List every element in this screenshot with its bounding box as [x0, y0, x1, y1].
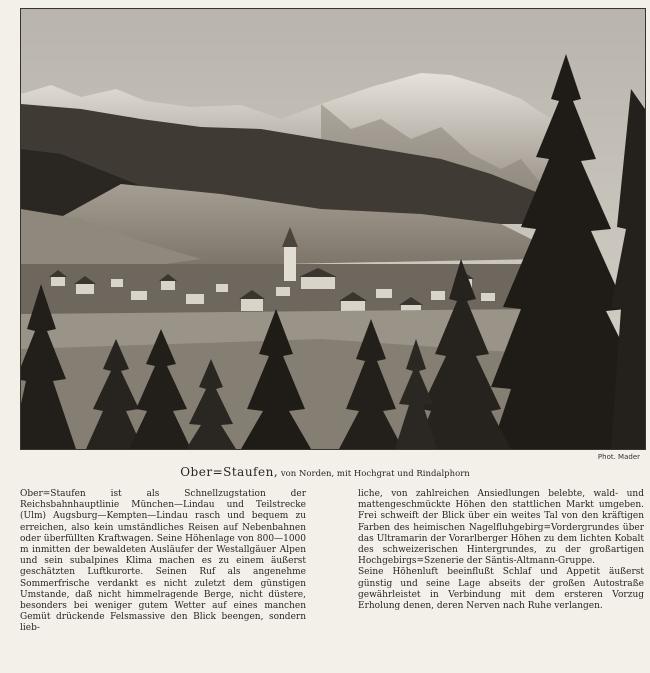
photo-scene	[21, 9, 645, 449]
village-photograph	[20, 8, 646, 450]
text-column-left	[20, 489, 306, 635]
caption-place: Ober=Staufen,	[180, 465, 279, 479]
paragraph-climate: Seine Höhenluft beeinflußt Schlaf und Appetit äußerst günstig und seine Lage abseits der großen Autostraße gewährleistet in Verbindung mit dem ersteren Vorzug Erholung denen, deren Nerven nach Ruhe verlangen.	[358, 567, 644, 612]
photo-credit: Phot. Mader	[597, 453, 640, 461]
paragraph-continuation: liche, von zahlreichen Ansiedlungen belebte, wald- und mattengeschmückte Höhen den stattlichen Markt umgeben. Frei schweift der Blick über ein weites Tal von den kräftigen Farben des heimischen Nagelfluhgebirg=Vordergrundes über das Ultramarin der Vorarlberger Höhen zu dem lichten Kobalt des schweizerischen Hintergrundes, zu der großartigen Hochgebirgs=Szenerie der Säntis-Altmann-Gruppe.	[358, 489, 644, 567]
text-column-right	[358, 489, 644, 612]
paragraph-intro: Ober=Staufen ist als Schnellzugstation der Reichsbahnhauptlinie München—Lindau und Teilstrecke (Ulm) Augsburg—Kempten—Lindau rasch und bequem zu erreichen, also kein umständliches Reisen auf Nebenbahnen oder überfüllten Kraftwagen. Seine Höhenlage von 800—1000 m inmitten der bewaldeten Ausläufer der Westallgäuer Alpen und sein subalpines Klima machen es zu einem äußerst geschätzten Luftkurorte. Seinen Ruf als angenehme Sommerfrische verdankt es nicht zuletzt dem günstigen Umstande, daß nicht himmelragende Berge, nicht düstere, besonders bei weniger gutem Wetter auf eines manchen Gemüt drückende Felsmassive den Blick beengen, sondern lieb-	[20, 489, 306, 634]
caption-description: von Norden, mit Hochgrat und Rindalphorn	[278, 469, 470, 479]
photo-caption	[0, 461, 650, 480]
church-tower	[284, 247, 296, 281]
